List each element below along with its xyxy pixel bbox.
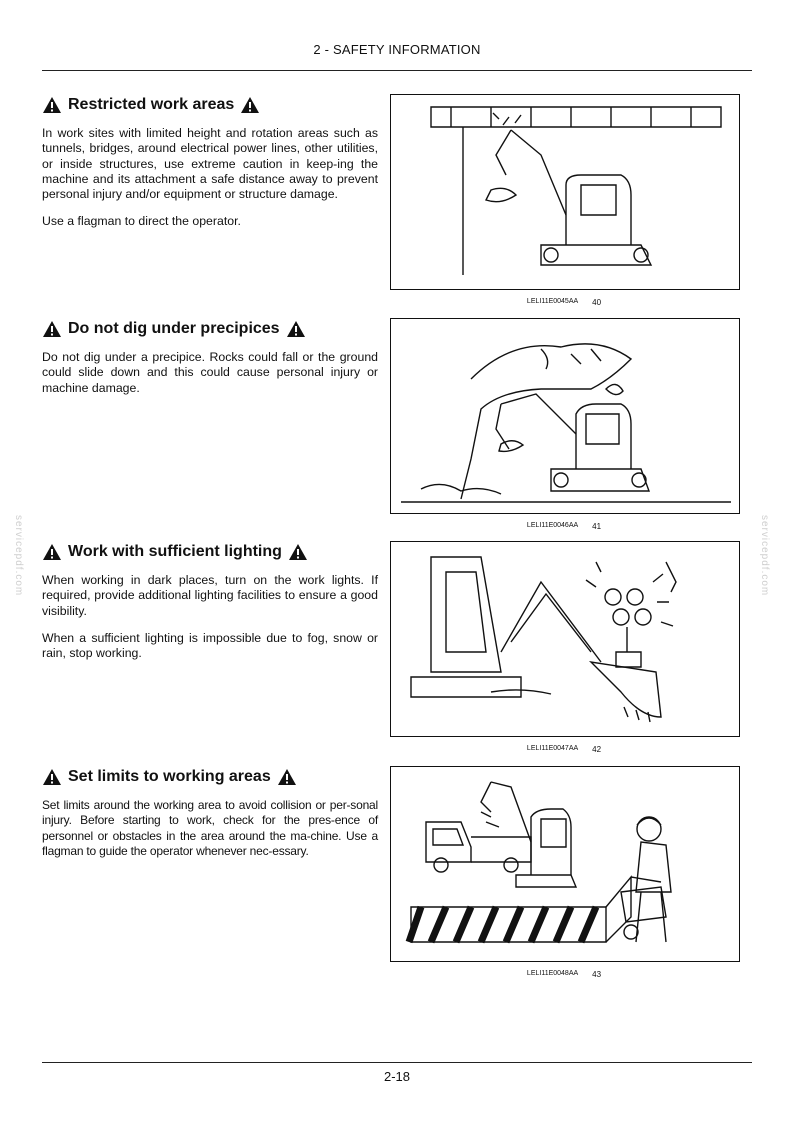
figure-excavator-with-work-lights [390,541,740,737]
section-heading [42,94,378,116]
warning-icon [42,96,62,114]
figure-code: LELI11E0046AA [526,522,579,529]
page-title: 2 - SAFETY INFORMATION [313,42,481,57]
watermark-left: servicepdf.com [13,515,24,597]
warning-icon [240,96,260,114]
paragraph: Set limits around the working area to avoid collision or per-sonal injury. Before starting to work, check for the pres-ence of personnel or obstacles in the area around the ma-chine. Use a flagman to guide the operator whenever nec-essary. [42,798,378,858]
paragraph: Do not dig under a precipice. Rocks could fall or the ground could slide down and this could cause personal injury or machine damage. [42,350,378,395]
paragraph: Use a flagman to direct the operator. [42,214,241,229]
page-header [42,38,752,71]
figure-code: LELI11E0047AA [526,745,579,752]
figure-number: 41 [592,522,602,531]
warning-icon [42,768,62,786]
section-set-limits-to-working-areas [42,766,752,986]
section-heading [42,541,378,563]
figure-number: 43 [592,970,602,979]
paragraph: When working in dark places, turn on the work lights. If required, provide additional lighting facilities to ensure a good visibility. [42,573,378,618]
figure-caption [390,298,738,307]
section-restricted-work-areas [42,94,752,314]
warning-icon [288,543,308,561]
warning-icon [42,543,62,561]
paragraph: When a sufficient lighting is impossible due to fog, snow or rain, stop working. [42,630,378,661]
figure-caption [390,970,738,979]
figure-caption [390,522,738,531]
warning-icon [286,320,306,338]
warning-icon [42,320,62,338]
heading-text: Do not dig under precipices [68,320,280,337]
section-do-not-dig-under-precipices [42,318,752,538]
paragraph: In work sites with limited height and rotation areas such as tunnels, bridges, around electrical power lines, other utilities, or inside structures, use extreme caution in keep-ing the machine and its attachment a safe distance away to prevent personal injury and/or equipment or structure damage. [42,126,378,202]
figure-code: LELI11E0048AA [526,970,579,977]
section-work-with-sufficient-lighting [42,541,752,761]
figure-caption [390,745,738,754]
figure-barrier-around-work-area [390,766,740,962]
warning-icon [277,768,297,786]
page-number: 2-18 [383,1069,411,1084]
heading-text: Restricted work areas [68,96,235,113]
heading-text: Set limits to working areas [68,768,271,785]
page-footer [42,1062,752,1084]
figure-excavator-under-precipice [390,318,740,514]
figure-number: 42 [592,745,602,754]
figure-code: LELI11E0045AA [526,298,579,305]
section-heading [42,318,378,340]
figure-excavator-under-structure [390,94,740,290]
figure-number: 40 [592,298,602,307]
section-heading [42,766,378,788]
watermark-right: servicepdf.com [759,515,770,597]
heading-text: Work with sufficient lighting [68,543,282,560]
